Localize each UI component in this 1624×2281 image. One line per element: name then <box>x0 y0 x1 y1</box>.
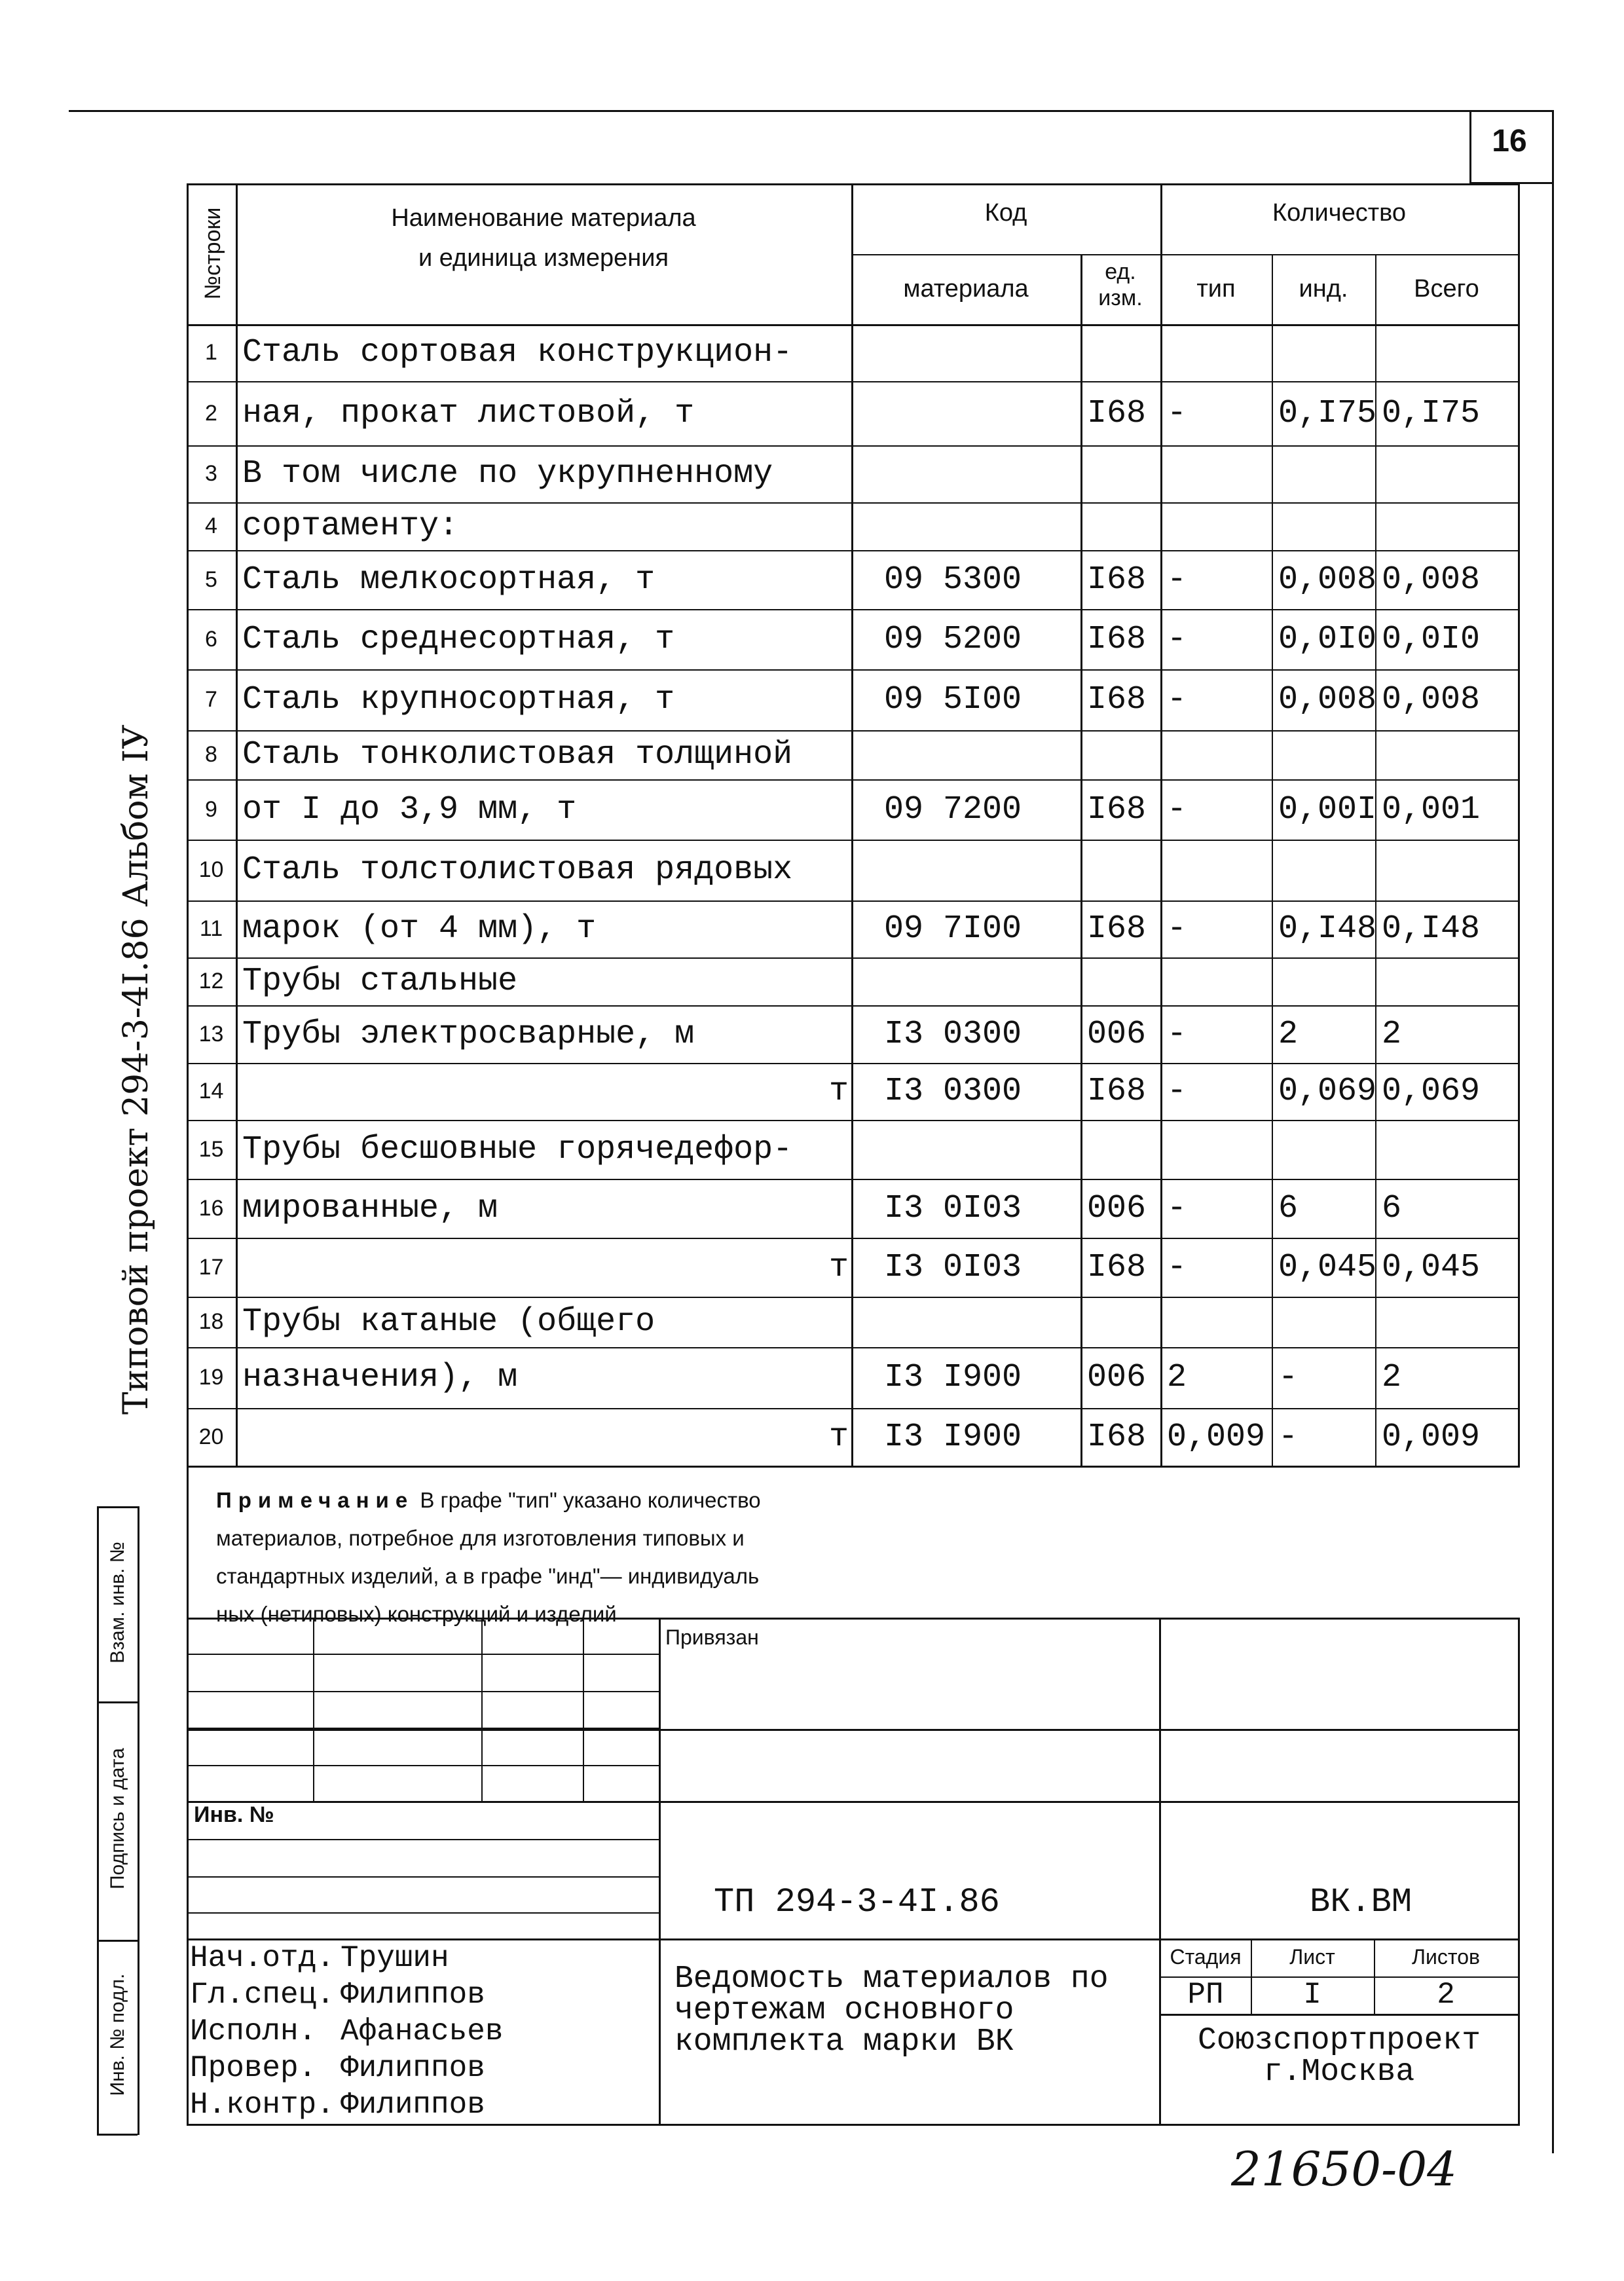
material-code: 09 7200 <box>884 790 1022 828</box>
inv-podl-label: Инв. № подл. <box>107 1973 128 2096</box>
page-number-divider <box>1469 110 1471 183</box>
header-name: Наименование материала и единица измерения <box>391 204 696 272</box>
qty-total: 0,001 <box>1382 790 1481 828</box>
row-number: 10 <box>198 857 224 882</box>
signer-row <box>190 1976 656 2013</box>
qty-total: 0,008 <box>1382 561 1481 599</box>
material-name: В том числе по укрупненному <box>242 455 773 492</box>
signer-name: Филиппов <box>341 2051 485 2085</box>
qty-type: - <box>1167 561 1187 599</box>
qty-type <box>1167 502 1269 550</box>
qty-ind: 0,045 <box>1278 1248 1377 1286</box>
material-code: I3 I900 <box>884 1359 1022 1396</box>
row-number: 2 <box>205 400 217 426</box>
unit-code <box>1087 445 1158 502</box>
material-code: I3 0300 <box>884 1073 1022 1110</box>
qty-ind: 0,I48 <box>1278 910 1377 948</box>
material-name: Сталь мелкосортная, т <box>242 561 655 599</box>
stage-label: Стадия <box>1170 1945 1242 1969</box>
row-number: 1 <box>205 340 217 365</box>
signer-name: Афанасьев <box>341 2014 504 2049</box>
unit-code: I68 <box>1087 1418 1147 1456</box>
material-name: Сталь крупносортная, т <box>242 681 675 718</box>
qty-type <box>1167 730 1269 779</box>
header-qty-ind: инд. <box>1299 275 1348 303</box>
row-number: 20 <box>198 1424 224 1449</box>
header-qty-total: Всего <box>1414 275 1479 303</box>
qty-ind: 6 <box>1278 1189 1299 1227</box>
row-number: 5 <box>205 566 217 592</box>
qty-ind: 0,I75 <box>1278 394 1377 432</box>
material-name: мированные, м <box>242 1189 498 1227</box>
qty-type: 0,009 <box>1167 1418 1266 1456</box>
row-number: 18 <box>198 1309 224 1334</box>
privyazan-label: Привязан <box>665 1625 759 1649</box>
material-code: 09 7I00 <box>884 910 1022 948</box>
qty-type <box>1167 957 1269 1005</box>
qty-type <box>1167 1297 1269 1347</box>
unit-code <box>1087 1297 1158 1347</box>
material-name: Сталь тонколистовая толщиной <box>242 736 793 773</box>
qty-total <box>1382 502 1515 550</box>
right-frame <box>1552 110 1554 2153</box>
qty-ind: - <box>1278 1359 1299 1396</box>
material-name: назначения), м <box>242 1359 518 1396</box>
header-qty-type: тип <box>1196 275 1236 303</box>
sheet-title: Ведомость материалов по чертежам основного комплекта марки ВК <box>674 1961 1109 2060</box>
material-code: 09 5I00 <box>884 681 1022 718</box>
sheet-value: I <box>1303 1978 1321 2012</box>
material-name: Сталь толстолистовая рядовых <box>242 851 793 889</box>
unit-code <box>1087 502 1158 550</box>
sheets-value: 2 <box>1437 1978 1455 2012</box>
signer-role: Гл.спец. <box>190 1978 335 2012</box>
qty-type: - <box>1167 1248 1187 1286</box>
qty-total <box>1382 840 1515 900</box>
qty-total: 6 <box>1382 1189 1402 1227</box>
qty-ind <box>1278 730 1373 779</box>
unit-code: 006 <box>1087 1015 1147 1053</box>
material-name: т <box>828 1073 849 1110</box>
qty-ind <box>1278 445 1373 502</box>
row-number: 3 <box>205 461 217 486</box>
material-code <box>858 730 1104 779</box>
unit-code: I68 <box>1087 620 1147 658</box>
unit-code: I68 <box>1087 790 1147 828</box>
header-row-number: №строки <box>200 207 225 300</box>
qty-ind: 0,069 <box>1278 1073 1377 1110</box>
qty-type: - <box>1167 1073 1187 1110</box>
qty-type <box>1167 1120 1269 1179</box>
material-name: сортаменту: <box>242 508 459 545</box>
note: Примечание В графе "тип" указано количество материалов, потребное для изготовления типовых и стандартных изделий, а в графе "инд"— индивидуаль ных (нетиповых) конструкций и изделий <box>216 1488 761 1626</box>
signer-role: Н.контр. <box>190 2088 335 2122</box>
qty-ind: - <box>1278 1418 1299 1456</box>
qty-type: - <box>1167 1015 1187 1053</box>
unit-code: I68 <box>1087 394 1147 432</box>
unit-code: I68 <box>1087 681 1147 718</box>
header-quantity: Количество <box>1272 199 1407 227</box>
unit-code: I68 <box>1087 910 1147 948</box>
doc-code: ТП 294-3-4I.86 <box>714 1883 1000 1921</box>
qty-total: 0,I75 <box>1382 394 1481 432</box>
qty-type: - <box>1167 910 1187 948</box>
signer-role: Провер. <box>190 2051 317 2085</box>
material-code <box>858 381 1104 445</box>
qty-ind <box>1278 840 1373 900</box>
organization: Союзспортпроект г.Москва <box>1197 2023 1481 2090</box>
unit-code <box>1087 957 1158 1005</box>
page-number: 16 <box>1492 124 1527 158</box>
row-number: 19 <box>198 1365 224 1390</box>
material-name: от I до 3,9 мм, т <box>242 790 577 828</box>
signer-row <box>190 2013 656 2050</box>
material-code: I3 0I03 <box>884 1189 1022 1227</box>
row-number: 15 <box>198 1136 224 1162</box>
qty-total: 0,I48 <box>1382 910 1481 948</box>
qty-total: 0,009 <box>1382 1418 1481 1456</box>
material-name: Сталь среднесортная, т <box>242 620 675 658</box>
row-number: 8 <box>205 742 217 767</box>
sheets-label: Листов <box>1412 1945 1480 1969</box>
row-number: 16 <box>198 1195 224 1221</box>
qty-total: 2 <box>1382 1015 1402 1053</box>
qty-total: 2 <box>1382 1359 1402 1396</box>
qty-total: 0,069 <box>1382 1073 1481 1110</box>
qty-type: - <box>1167 1189 1187 1227</box>
qty-type: - <box>1167 681 1187 718</box>
header-code: Код <box>984 199 1027 227</box>
material-name: т <box>828 1248 849 1286</box>
material-name: марок (от 4 мм), т <box>242 910 597 948</box>
material-name: Сталь сортовая конструкцион- <box>242 334 793 371</box>
note-lead: Примечание <box>216 1488 415 1512</box>
qty-ind <box>1278 1297 1373 1347</box>
qty-total <box>1382 730 1515 779</box>
row-number: 9 <box>205 796 217 822</box>
signer-row <box>190 2086 656 2123</box>
material-code <box>858 1297 1104 1347</box>
row-number: 17 <box>198 1254 224 1280</box>
qty-total: 0,0I0 <box>1382 620 1481 658</box>
material-name: т <box>828 1418 849 1456</box>
unit-code <box>1087 840 1158 900</box>
signer-row <box>190 2050 656 2086</box>
vzam-label: Взам. инв. № <box>107 1542 128 1663</box>
row-number: 14 <box>198 1079 224 1103</box>
material-code: 09 5200 <box>884 620 1022 658</box>
material-code <box>858 502 1104 550</box>
qty-ind <box>1278 324 1373 381</box>
qty-ind: 0,0I0 <box>1278 620 1377 658</box>
qty-ind <box>1278 502 1373 550</box>
qty-ind <box>1278 957 1373 1005</box>
material-name: Трубы электросварные, м <box>242 1015 695 1053</box>
qty-type <box>1167 445 1269 502</box>
row-number: 11 <box>199 916 223 941</box>
signer-name: Трушин <box>341 1941 449 1975</box>
top-rule <box>69 110 1552 112</box>
inv-no-label: Инв. № <box>194 1802 274 1827</box>
material-code: I3 I900 <box>884 1418 1022 1456</box>
unit-code: I68 <box>1087 561 1147 599</box>
header-unit: ед. изм. <box>1098 259 1143 310</box>
qty-ind: 0,008 <box>1278 561 1377 599</box>
sheet-label: Лист <box>1289 1945 1335 1969</box>
material-name: Трубы стальные <box>242 963 518 1000</box>
qty-ind: 2 <box>1278 1015 1299 1053</box>
unit-code <box>1087 1120 1158 1179</box>
qty-total <box>1382 957 1515 1005</box>
unit-code <box>1087 324 1158 381</box>
unit-code: 006 <box>1087 1189 1147 1227</box>
qty-total <box>1382 445 1515 502</box>
material-code <box>858 840 1104 900</box>
material-name: Трубы бесшовные горячедефор- <box>242 1130 793 1168</box>
signers-list <box>190 1940 656 2123</box>
signer-row <box>190 1940 656 1976</box>
qty-ind: 0,008 <box>1278 681 1377 718</box>
row-number: 12 <box>198 969 224 993</box>
material-code: 09 5300 <box>884 561 1022 599</box>
material-code <box>858 957 1104 1005</box>
unit-code: 006 <box>1087 1359 1147 1396</box>
material-code: I3 0300 <box>884 1015 1022 1053</box>
qty-total: 0,008 <box>1382 681 1481 718</box>
album-label: Типовой проект 294-3-4I.86 Альбом IУ <box>117 724 156 1415</box>
qty-total: 0,045 <box>1382 1248 1481 1286</box>
doc-mark: ВК.ВМ <box>1310 1883 1412 1921</box>
qty-type: - <box>1167 790 1187 828</box>
qty-type: - <box>1167 620 1187 658</box>
header-code-material: материала <box>903 275 1029 303</box>
podpis-label: Подпись и дата <box>107 1748 128 1889</box>
qty-ind <box>1278 1120 1373 1179</box>
signer-role: Исполн. <box>190 2014 317 2049</box>
material-code <box>858 324 1104 381</box>
material-name: ная, прокат листовой, т <box>242 394 695 432</box>
unit-code: I68 <box>1087 1073 1147 1110</box>
row-number: 6 <box>205 626 217 652</box>
qty-total <box>1382 1120 1515 1179</box>
material-code: I3 0I03 <box>884 1248 1022 1286</box>
qty-ind: 0,00I <box>1278 790 1377 828</box>
unit-code: I68 <box>1087 1248 1147 1286</box>
qty-type <box>1167 840 1269 900</box>
qty-total <box>1382 1297 1515 1347</box>
material-code <box>858 445 1104 502</box>
row-number: 7 <box>205 687 217 712</box>
signer-role: Нач.отд. <box>190 1941 335 1975</box>
signer-name: Филиппов <box>341 2088 485 2122</box>
material-code <box>858 1120 1104 1179</box>
qty-type: - <box>1167 394 1187 432</box>
row-number: 13 <box>198 1021 224 1047</box>
stage-value: РП <box>1187 1978 1224 2012</box>
material-name: Трубы катаные (общего <box>242 1303 655 1341</box>
signer-name: Филиппов <box>341 1978 485 2012</box>
qty-type: 2 <box>1167 1359 1187 1396</box>
archive-number: 21650-04 <box>1231 2142 1457 2197</box>
qty-type <box>1167 324 1269 381</box>
row-number: 4 <box>205 513 217 538</box>
unit-code <box>1087 730 1158 779</box>
qty-total <box>1382 324 1515 381</box>
